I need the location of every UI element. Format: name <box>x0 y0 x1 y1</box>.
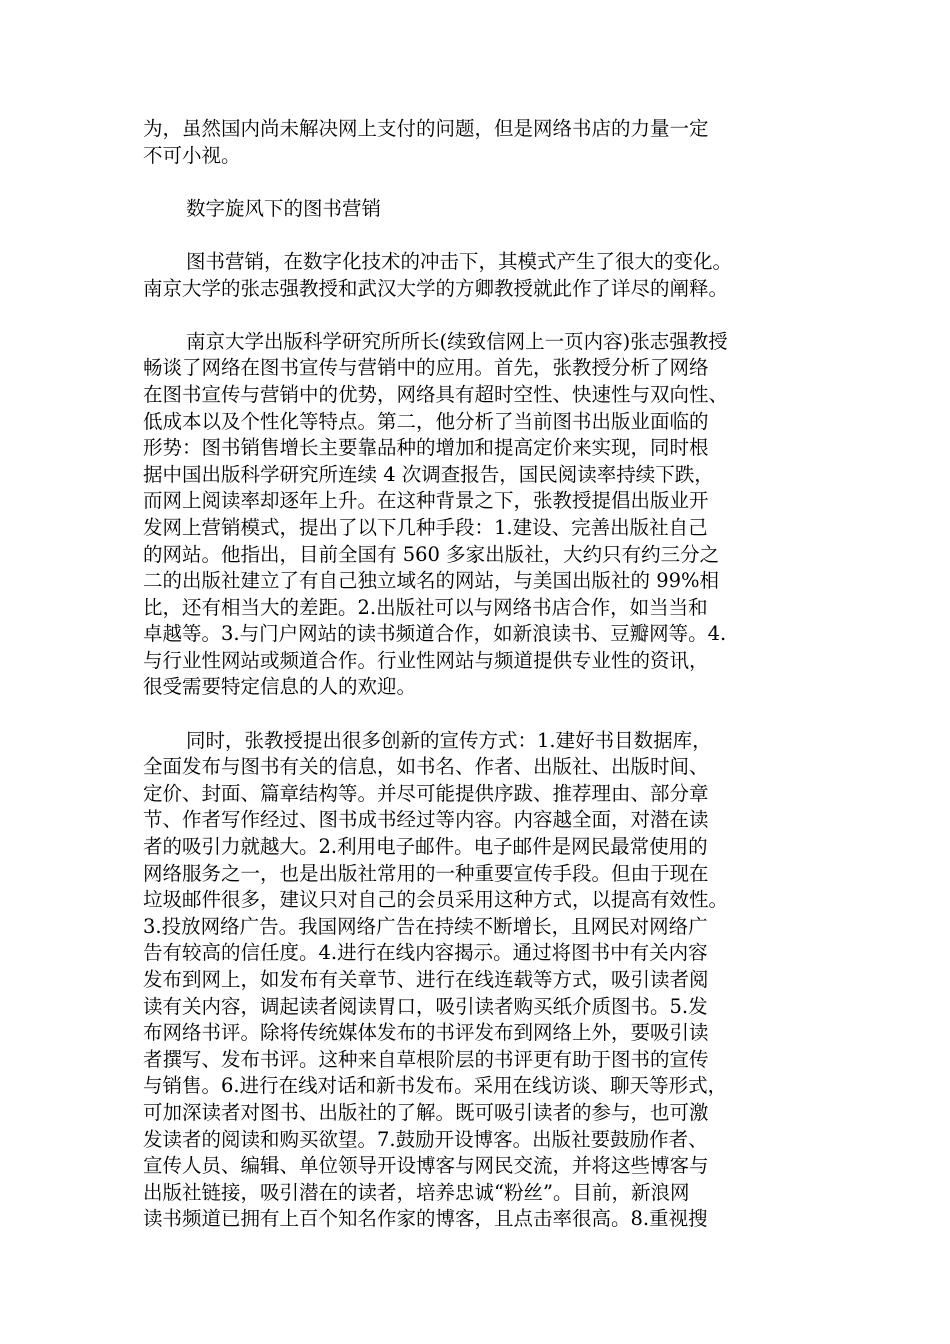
paragraph <box>143 249 823 302</box>
document-body <box>143 116 823 1233</box>
paragraph <box>143 116 823 169</box>
paragraph <box>143 196 823 223</box>
text-line: 者的吸引力就越大。2.利用电子邮件。电子邮件是网民最常使用的 <box>143 835 708 859</box>
text-line: 据中国出版科学研究所连续 4 次调查报告，国民阅读率持续下跌， <box>143 462 714 486</box>
text-line: 很受需要特定信息的人的欢迎。 <box>143 675 417 699</box>
text-line: 发网上营销模式，提出了以下几种手段：1.建设、完善出版社自己 <box>143 515 708 539</box>
paragraph <box>143 728 823 1233</box>
document-page <box>143 116 823 1260</box>
text-line: 与行业性网站或频道合作。行业性网站与频道提供专业性的资讯， <box>143 648 709 672</box>
text-line: 3.投放网络广告。我国网络广告在持续不断增长，且网民对网络广 <box>143 914 708 938</box>
text-line: 南京大学出版科学研究所所长(续致信网上一页内容)张志强教授 <box>186 329 728 353</box>
paragraph <box>143 329 823 701</box>
text-line: 布网络书评。除将传统媒体发布的书评发布到网络上外，要吸引读 <box>143 1021 709 1045</box>
text-line: 者撰写、发布书评。这种来自草根阶层的书评更有助于图书的宣传 <box>143 1047 709 1071</box>
text-line: 发读者的阅读和购买欲望。7.鼓励开设博客。出版社要鼓励作者、 <box>143 1127 708 1151</box>
text-line: 全面发布与图书有关的信息，如书名、作者、出版社、出版时间、 <box>143 755 709 779</box>
text-line: 告有较高的信任度。4.进行在线内容揭示。通过将图书中有关内容 <box>143 941 708 965</box>
text-line: 数字旋风下的图书营销 <box>186 196 382 220</box>
text-line: 与销售。6.进行在线对话和新书发布。采用在线访谈、聊天等形式， <box>143 1074 728 1098</box>
text-line: 发布到网上，如发布有关章节、进行在线连载等方式，吸引读者阅 <box>143 968 709 991</box>
text-line: 形势：图书销售增长主要靠品种的增加和提高定价来实现，同时根 <box>143 436 709 460</box>
text-line: 卓越等。3.与门户网站的读书频道合作，如新浪读书、豆瓣网等。4. <box>143 622 727 646</box>
text-line: 二的出版社建立了有自己独立域名的网站，与美国出版社的 99%相 <box>143 569 720 593</box>
text-line: 垃圾邮件很多，建议只对自己的会员采用这种方式，以提高有效性。 <box>143 888 729 912</box>
text-line: 可加深读者对图书、出版社的了解。既可吸引读者的参与，也可激 <box>143 1100 709 1124</box>
text-line: 南京大学的张志强教授和武汉大学的方卿教授就此作了详尽的阐释。 <box>143 276 729 300</box>
text-line: 读有关内容，调起读者阅读胃口，吸引读者购买纸介质图书。5.发 <box>143 994 708 1018</box>
text-line: 不可小视。 <box>143 143 241 167</box>
text-line: 低成本以及个性化等特点。第二，他分析了当前图书出版业面临的 <box>143 409 709 433</box>
text-line: 图书营销，在数字化技术的冲击下，其模式产生了很大的变化。 <box>186 249 733 273</box>
text-line: 比，还有相当大的差距。2.出版社可以与网络书店合作，如当当和 <box>143 595 708 619</box>
text-line: 读书频道已拥有上百个知名作家的博客，且点击率很高。8.重视搜 <box>143 1207 708 1231</box>
text-line: 为，虽然国内尚未解决网上支付的问题，但是网络书店的力量一定 <box>143 117 709 140</box>
text-line: 定价、封面、篇章结构等。并尽可能提供序跋、推荐理由、部分章 <box>143 781 709 805</box>
text-line: 宣传人员、编辑、单位领导开设博客与网民交流，并将这些博客与 <box>143 1154 709 1178</box>
text-line: 同时，张教授提出很多创新的宣传方式：1.建好书目数据库， <box>186 728 712 752</box>
text-line: 网络服务之一，也是出版社常用的一种重要宣传手段。但由于现在 <box>143 861 709 885</box>
text-line: 在图书宣传与营销中的优势，网络具有超时空性、快速性与双向性、 <box>143 382 729 406</box>
text-line: 节、作者写作经过、图书成书经过等内容。内容越全面，对潜在读 <box>143 808 709 832</box>
text-line: 出版社链接，吸引潜在的读者，培养忠诚“粉丝”。目前，新浪网 <box>143 1180 690 1204</box>
text-line: 而网上阅读率却逐年上升。在这种背景之下，张教授提倡出版业开 <box>143 489 709 513</box>
text-line: 的网站。他指出，目前全国有 560 多家出版社，大约只有约三分之 <box>143 542 720 566</box>
text-line: 畅谈了网络在图书宣传与营销中的应用。首先，张教授分析了网络 <box>143 356 709 380</box>
